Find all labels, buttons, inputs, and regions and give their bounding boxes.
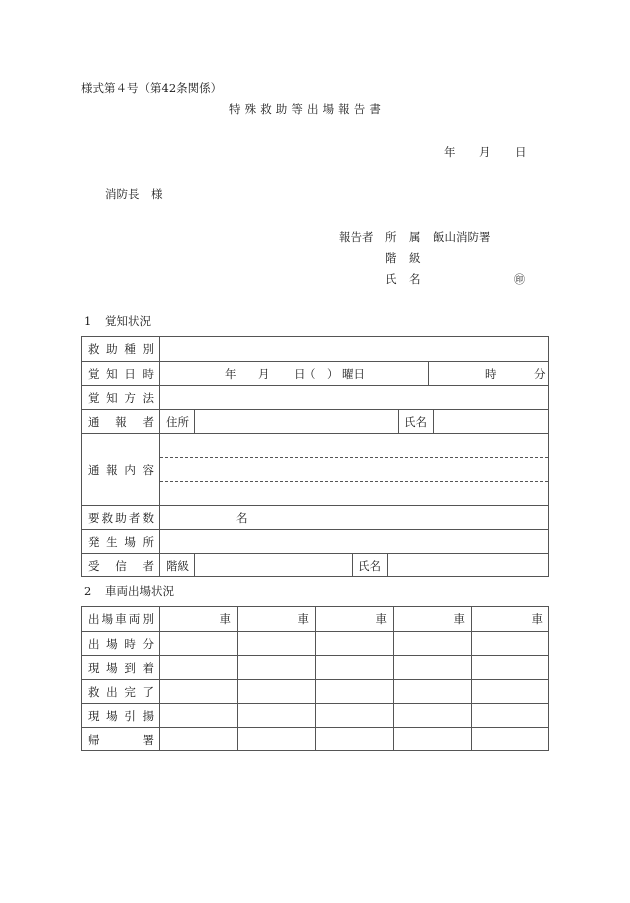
label-receiver: 受 信 者 [88, 559, 154, 573]
vehicle-5-suffix[interactable]: 車 [531, 612, 543, 626]
awareness-method-field[interactable] [160, 386, 548, 410]
location-field[interactable] [160, 530, 548, 554]
label-awareness-method: 覚 知 方 法 [88, 391, 154, 405]
address-label: 住所 [166, 415, 189, 429]
row-awareness-datetime [82, 361, 548, 385]
label-rescue-complete: 救 出 完 了 [88, 685, 154, 699]
datetime-time-divider [428, 362, 429, 385]
datetime-month: 月 [258, 367, 270, 381]
persons-count-field[interactable] [160, 506, 235, 530]
row-awareness-method [82, 385, 548, 409]
label-scene-withdrawal: 現 場 引 揚 [88, 709, 154, 723]
datetime-weekday: 曜日 [342, 367, 365, 381]
datetime-paren-close: ） [327, 367, 339, 381]
datetime-year: 年 [225, 367, 237, 381]
report-content-line-2[interactable] [160, 458, 548, 482]
datetime-day: 日 [294, 367, 306, 381]
row-persons-needing-rescue [82, 505, 548, 529]
section2-heading: 車両出場状況 [105, 584, 174, 598]
section1-number: 1 [84, 314, 92, 328]
receiver-name-field[interactable] [388, 554, 548, 578]
form-number: 様式第４号（第42条関係） [81, 81, 223, 95]
reporter-name-field[interactable] [434, 410, 548, 434]
vehicle-3-suffix[interactable]: 車 [375, 612, 387, 626]
row-rescue-complete [82, 679, 548, 703]
vehicle-2-suffix[interactable]: 車 [297, 612, 309, 626]
label-persons-needing-rescue: 要 救 助 者 数 [88, 511, 154, 525]
datetime-hour: 時 [485, 367, 497, 381]
datetime-minute: 分 [534, 367, 546, 381]
section2-number: 2 [84, 584, 92, 598]
row-location [82, 529, 548, 553]
vehicle-dispatch-table [81, 606, 549, 751]
receiver-name-divider [352, 554, 353, 577]
document-title: 特 殊 救 助 等 出 場 報 告 書 [229, 102, 381, 116]
report-content-line-1[interactable] [160, 434, 548, 458]
row-rescue-type [82, 337, 548, 361]
rank-label-2: 級 [409, 251, 421, 265]
row-receiver [82, 553, 548, 577]
receiver-name-label: 氏名 [358, 559, 381, 573]
date-month-label: 月 [479, 145, 491, 159]
affiliation-label-2: 属 [409, 230, 421, 244]
receiver-rank-label: 階級 [166, 559, 189, 573]
reporter-name-label: 氏名 [404, 415, 427, 429]
reporter-name-divider [398, 410, 399, 433]
label-reporter: 通 報 者 [88, 415, 154, 429]
label-awareness-datetime: 覚 知 日 時 [88, 367, 154, 381]
row-report-content [82, 433, 548, 505]
section1-heading: 覚知状況 [105, 314, 151, 328]
row-dispatch-time [82, 631, 548, 655]
label-return-to-station: 帰 署 [88, 733, 154, 747]
addressee: 消防長 様 [105, 187, 163, 201]
affiliation-value: 飯山消防署 [433, 230, 491, 244]
label-report-content: 通 報 内 容 [88, 463, 154, 477]
rescue-type-field[interactable] [160, 337, 548, 361]
label-vehicle-type: 出 場 車 両 別 [88, 612, 154, 626]
datetime-paren-open: （ [304, 367, 316, 381]
reporter-address-field[interactable] [195, 410, 398, 434]
awareness-table [81, 336, 549, 577]
label-dispatch-time: 出 場 時 分 [88, 637, 154, 651]
rank-label-1: 階 [385, 251, 397, 265]
date-day-label: 日 [515, 145, 527, 159]
label-location: 発 生 場 所 [88, 535, 154, 549]
receiver-rank-field[interactable] [195, 554, 352, 578]
affiliation-label-1: 所 [385, 230, 397, 244]
vehicle-1-suffix[interactable]: 車 [219, 612, 231, 626]
row-vehicle-type [82, 607, 548, 631]
row-reporter [82, 409, 548, 433]
persons-count-unit: 名 [236, 511, 248, 525]
name-label-2: 名 [409, 272, 421, 286]
reporter-label: 報告者 [339, 230, 374, 244]
row-scene-arrival [82, 655, 548, 679]
row-scene-withdrawal [82, 703, 548, 727]
name-label-1: 氏 [385, 272, 397, 286]
date-year-label: 年 [444, 145, 456, 159]
report-content-line-3[interactable] [160, 482, 548, 506]
label-scene-arrival: 現 場 到 着 [88, 661, 154, 675]
vehicle-4-suffix[interactable]: 車 [453, 612, 465, 626]
row-return-to-station [82, 727, 548, 751]
label-rescue-type: 救 助 種 別 [88, 342, 154, 356]
seal-icon: ㊞ [514, 273, 525, 286]
